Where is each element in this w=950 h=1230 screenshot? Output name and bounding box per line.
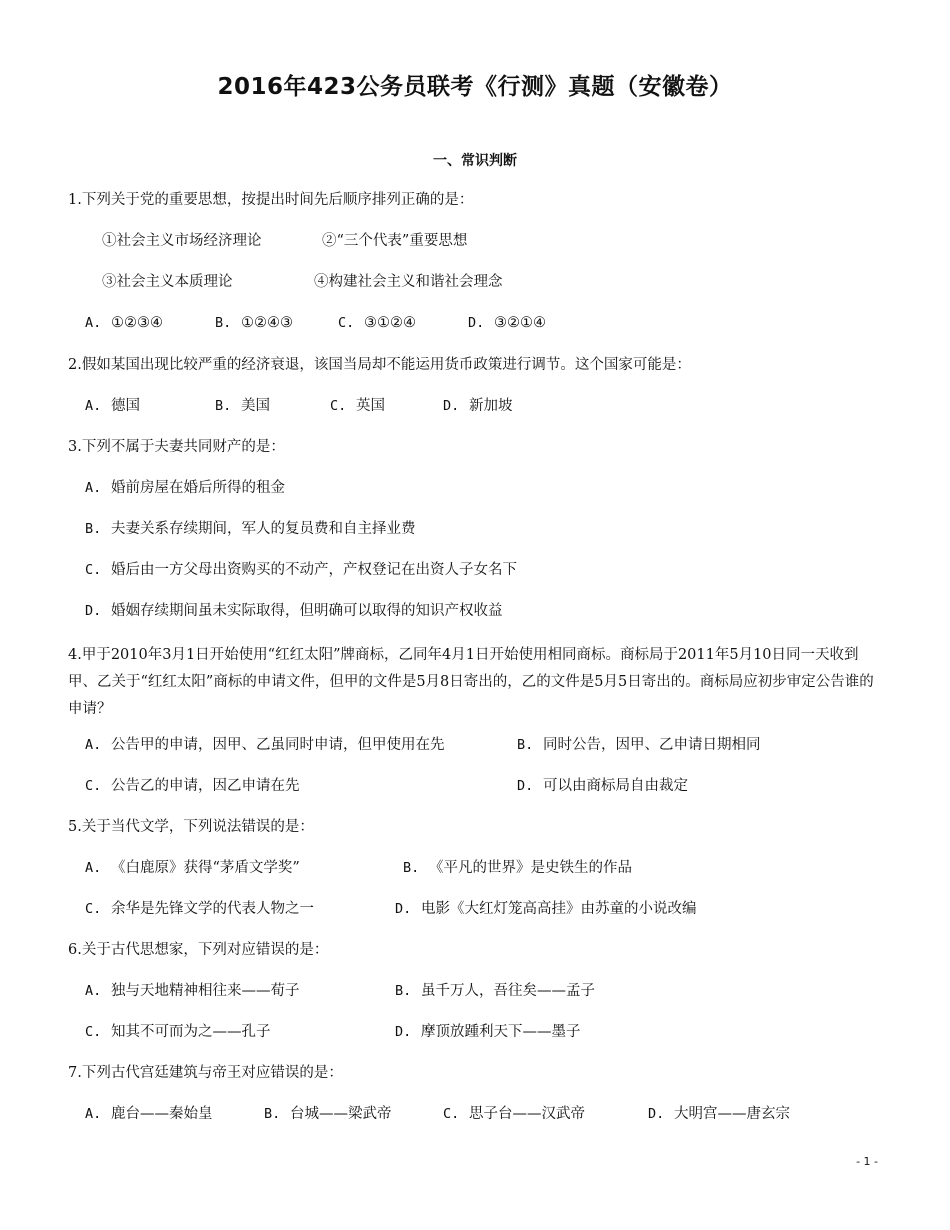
question-3-option-c: C. 婚后由一方父母出资购买的不动产，产权登记在出资人子女名下 (85, 562, 517, 578)
question-1-option-b: B. ①②④③ (215, 315, 293, 331)
question-6-option-c: C. 知其不可而为之——孔子 (85, 1024, 271, 1040)
question-2-option-d: D. 新加坡 (443, 398, 513, 414)
question-4-stem: 4.甲于2010年3月1日开始使用“红红太阳”牌商标，乙同年4月1日开始使用相同商标。商标局于2011年5月10日同一天收到甲、乙关于“红红太阳”商标的申请文件，但甲的文件是5月8日寄出的，乙的文件是5月5日寄出的。商标局应初步审定公告谁的申请？ (68, 647, 874, 717)
question-5-option-d: D. 电影《大红灯笼高高挂》由苏童的小说改编 (395, 901, 697, 917)
question-1-item-1: ①社会主义市场经济理论 (102, 233, 262, 249)
question-4-option-b: B. 同时公告，因甲、乙申请日期相同 (517, 737, 761, 753)
question-4-option-a: A. 公告甲的申请，因甲、乙虽同时申请，但甲使用在先 (85, 737, 445, 753)
question-3-option-b: B. 夫妻关系存续期间，军人的复员费和自主择业费 (85, 521, 416, 537)
question-5-option-c: C. 余华是先锋文学的代表人物之一 (85, 901, 314, 917)
question-6-stem: 6.关于古代思想家，下列对应错误的是： (68, 942, 329, 958)
question-6-option-d: D. 摩顶放踵利天下——墨子 (395, 1024, 581, 1040)
question-4-option-c: C. 公告乙的申请，因乙申请在先 (85, 778, 300, 794)
question-1-option-c: C. ③①②④ (338, 315, 416, 331)
question-5-option-b: B. 《平凡的世界》是史铁生的作品 (403, 860, 632, 876)
question-6-option-b: B. 虽千万人，吾往矣——孟子 (395, 983, 595, 999)
question-1-option-d: D. ③②①④ (468, 315, 546, 331)
question-3-stem: 3.下列不属于夫妻共同财产的是： (68, 439, 285, 455)
question-1-item-3: ③社会主义本质理论 (102, 274, 233, 290)
section-heading: 一、常识判断 (433, 153, 517, 169)
question-2-stem: 2.假如某国出现比较严重的经济衰退，该国当局却不能运用货币政策进行调节。这个国家可能是： (68, 357, 691, 373)
question-6-option-a: A. 独与天地精神相往来——荀子 (85, 983, 300, 999)
question-7-option-c: C. 思子台——汉武帝 (443, 1106, 585, 1122)
question-7-option-a: A. 鹿台——秦始皇 (85, 1106, 213, 1122)
question-2-option-b: B. 美国 (215, 398, 270, 414)
question-2-option-c: C. 英国 (330, 398, 385, 414)
question-7-option-b: B. 台城——梁武帝 (264, 1106, 392, 1122)
question-5-option-a: A. 《白鹿原》获得“茅盾文学奖” (85, 860, 300, 876)
page-number: - 1 - (856, 1155, 878, 1168)
question-7-option-d: D. 大明宫——唐玄宗 (648, 1106, 790, 1122)
page-title: 2016年423公务员联考《行测》真题（安徽卷） (217, 74, 733, 100)
question-3-option-d: D. 婚姻存续期间虽未实际取得，但明确可以取得的知识产权收益 (85, 603, 503, 619)
question-1-option-a: A. ①②③④ (85, 315, 163, 331)
question-1-item-2: ②“三个代表”重要思想 (322, 233, 468, 249)
question-1-item-4: ④构建社会主义和谐社会理念 (314, 274, 503, 290)
question-4-option-d: D. 可以由商标局自由裁定 (517, 778, 688, 794)
question-7-stem: 7.下列古代宫廷建筑与帝王对应错误的是： (68, 1065, 343, 1081)
question-2-option-a: A. 德国 (85, 398, 140, 414)
question-3-option-a: A. 婚前房屋在婚后所得的租金 (85, 480, 285, 496)
question-5-stem: 5.关于当代文学，下列说法错误的是： (68, 819, 314, 835)
question-1-stem: 1.下列关于党的重要思想，按提出时间先后顺序排列正确的是： (68, 192, 474, 208)
